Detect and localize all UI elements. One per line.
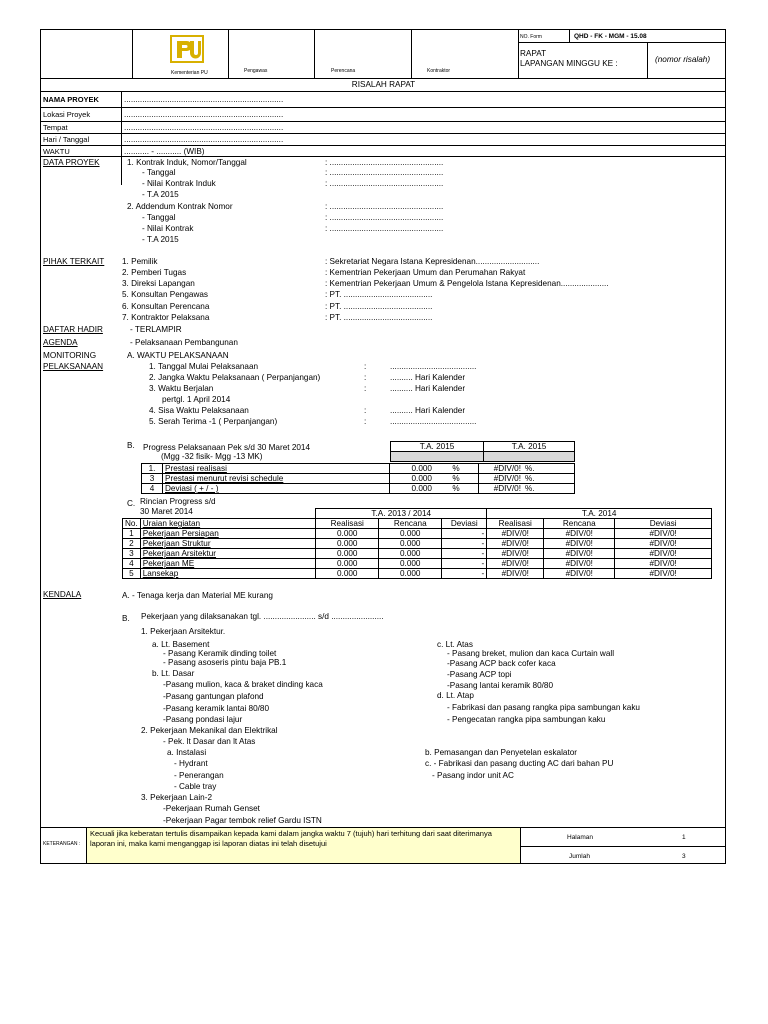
addendum-kontrak: 2. Addendum Kontrak Nomor bbox=[127, 202, 233, 211]
table-cell: #DIV/0! bbox=[544, 539, 615, 549]
row-divider bbox=[41, 91, 726, 92]
rincian-ta1-header: T.A. 2013 / 2014 bbox=[316, 509, 487, 519]
table-cell: #DIV/0! bbox=[487, 559, 544, 569]
table-cell: Prestasi realisasi bbox=[163, 464, 390, 474]
colon: : bbox=[364, 384, 367, 393]
table-cell: #DIV/0! bbox=[487, 539, 544, 549]
kendala-item: -Pasang lantai keramik 80/80 bbox=[447, 681, 554, 690]
data-proyek-label: DATA PROYEK bbox=[43, 158, 100, 167]
addendum-kontrak-value: : .................................................. bbox=[325, 202, 444, 211]
table-cell: 2 bbox=[123, 539, 141, 549]
table-cell: Pekerjaan Arsitektur bbox=[140, 549, 316, 559]
table-cell: Pekerjaan Persiapan bbox=[140, 529, 316, 539]
row-divider bbox=[41, 133, 726, 134]
pihak-pemilik: 1. Pemilik bbox=[122, 257, 158, 266]
kendala-b-label: B. bbox=[122, 614, 130, 623]
progress-col-ta1: T.A. 2015 bbox=[391, 442, 484, 452]
table-row bbox=[142, 484, 575, 494]
kendala-item: - Penerangan bbox=[174, 771, 224, 780]
tempat-label: Tempat bbox=[43, 123, 68, 132]
footer-divider bbox=[521, 846, 726, 847]
daftar-hadir-value: - TERLAMPIR bbox=[130, 325, 182, 334]
table-cell: 0.000 bbox=[316, 539, 379, 549]
waktu-label: WAKTU bbox=[43, 147, 70, 156]
pihak-perencana-value: : PT. ....................................... bbox=[325, 302, 433, 311]
jangka-waktu-value: .......... Hari Kalender bbox=[390, 373, 466, 382]
table-cell: #DIV/0! bbox=[487, 529, 544, 539]
kendala-item: - Pasang asoseris pintu baja PB.1 bbox=[163, 658, 287, 667]
table-cell: % bbox=[434, 484, 479, 494]
header-divider bbox=[569, 30, 570, 42]
rincian-table bbox=[122, 508, 712, 579]
section-title: RISALAH RAPAT bbox=[351, 80, 416, 89]
pekerjaan-arsitektur: 1. Pekerjaan Arsitektur. bbox=[141, 627, 226, 636]
table-cell: #DIV/0! bbox=[544, 569, 615, 579]
table-cell: 0.000 bbox=[379, 529, 442, 539]
rincian-date: 30 Maret 2014 bbox=[140, 507, 193, 516]
nama-proyek-label: NAMA PROYEK bbox=[43, 95, 99, 104]
kendala-item: c. - Fabrikasi dan pasang ducting AC dari bahan PU bbox=[425, 759, 614, 768]
kendala-item: -Pasang keramik lantai 80/80 bbox=[163, 704, 270, 713]
kontrak-induk: 1. Kontrak Induk, Nomor/Tanggal bbox=[127, 158, 247, 167]
waktu-berjalan-date: pertgl. 1 April 2014 bbox=[162, 395, 231, 404]
keterangan-note: Kecuali jika keberatan tertulis disampaikan kepada kami dalam jangka waktu 7 (tujuh) hari terhitung dari saat diterimanya laporan ini, maka kami menganggap isi laporan diatas ini telah disetujui bbox=[86, 827, 521, 864]
colon: : bbox=[364, 362, 367, 371]
document-title: RAPAT bbox=[520, 49, 547, 58]
table-cell: Pekerjaan ME bbox=[140, 559, 316, 569]
table-cell: 4 bbox=[123, 559, 141, 569]
addendum-tanggal-value: : .................................................. bbox=[325, 213, 444, 222]
header-divider bbox=[411, 30, 412, 78]
pihak-kontraktor-value: : PT. ....................................... bbox=[325, 313, 433, 322]
table-cell: % bbox=[434, 474, 479, 484]
table-cell: - bbox=[442, 529, 487, 539]
progress-header-table bbox=[390, 441, 575, 462]
table-cell: 0.000 bbox=[379, 549, 442, 559]
table-row bbox=[142, 474, 575, 484]
nilai-kontrak-induk: - Nilai Kontrak Induk bbox=[142, 179, 216, 188]
lt-atas: c. Lt. Atas bbox=[437, 640, 473, 649]
table-cell: 1. bbox=[142, 464, 163, 474]
kendala-item: - Fabrikasi dan pasang rangka pipa sambungan kaku bbox=[447, 703, 640, 712]
halaman-label: Halaman bbox=[567, 834, 594, 841]
logo-label: Kementerian PU bbox=[171, 70, 208, 76]
perencana-label: Perencana bbox=[331, 68, 356, 74]
table-cell: %. bbox=[523, 484, 575, 494]
table-cell: 0.000 bbox=[390, 474, 435, 484]
kendala-item: -Pasang ACP back cofer kaca bbox=[447, 659, 556, 668]
progress-table bbox=[141, 463, 575, 494]
table-cell: #DIV/0! bbox=[615, 549, 712, 559]
pihak-pengawas-value: : PT. ....................................... bbox=[325, 290, 433, 299]
hari-tanggal-label: Hari / Tanggal bbox=[43, 135, 90, 144]
form-page bbox=[40, 29, 726, 864]
pu-logo-icon bbox=[170, 35, 204, 63]
keterangan-label: KETERANGAN : bbox=[43, 841, 81, 847]
header-divider bbox=[314, 30, 315, 78]
table-cell: 3 bbox=[123, 549, 141, 559]
colon: : bbox=[364, 406, 367, 415]
column-header: Deviasi bbox=[442, 519, 487, 529]
pihak-direksi: 3. Direksi Lapangan bbox=[122, 279, 195, 288]
nilai-kontrak-induk-value: : .................................................. bbox=[325, 179, 444, 188]
lt-atap: d. Lt. Atap bbox=[437, 691, 474, 700]
kendala-b-text: Pekerjaan yang dilaksanakan tgl. ....................... s/d ....................... bbox=[141, 612, 384, 621]
colon: : bbox=[364, 417, 367, 426]
kendala-item: -Pasang gantungan plafond bbox=[163, 692, 264, 701]
table-cell: 0.000 bbox=[379, 539, 442, 549]
risalah-number: (nomor risalah) bbox=[655, 55, 711, 64]
table-row bbox=[123, 569, 712, 579]
lt-basement: a. Lt. Basement bbox=[152, 640, 210, 649]
pihak-pemilik-value: : Sekretariat Negara Istana Kepresidenan............................ bbox=[325, 257, 540, 266]
serah-terima: 5. Serah Terima -1 ( Perpanjangan) bbox=[149, 417, 278, 426]
table-cell: #DIV/0! bbox=[479, 484, 524, 494]
table-row bbox=[123, 559, 712, 569]
kendala-item: - Pek. lt Dasar dan lt Atas bbox=[163, 737, 256, 746]
table-cell: 3 bbox=[142, 474, 163, 484]
table-cell: 5 bbox=[123, 569, 141, 579]
table-cell: #DIV/0! bbox=[615, 529, 712, 539]
jumlah-label: Jumlah bbox=[569, 853, 590, 860]
nama-proyek-value: ...................................................................... bbox=[124, 95, 284, 104]
lokasi-proyek-label: Lokasi Proyek bbox=[43, 110, 91, 119]
pihak-pemberi-tugas: 2. Pemberi Tugas bbox=[122, 268, 187, 277]
column-header: Uraian kegiatan bbox=[140, 519, 316, 529]
table-cell: - bbox=[442, 539, 487, 549]
table-cell: 0.000 bbox=[316, 529, 379, 539]
sisa-waktu: 4. Sisa Waktu Pelaksanaan bbox=[149, 406, 249, 415]
pengawas-label: Pengawas bbox=[244, 68, 268, 74]
table-row bbox=[123, 549, 712, 559]
table-header-row bbox=[123, 519, 712, 529]
table-cell: 0.000 bbox=[379, 559, 442, 569]
table-row bbox=[142, 464, 575, 474]
table-cell: - bbox=[442, 549, 487, 559]
row-divider bbox=[41, 121, 726, 122]
rincian-title: Rincian Progress s/d bbox=[140, 497, 216, 506]
table-cell: Deviasi ( + / - ) bbox=[163, 484, 390, 494]
table-row bbox=[123, 539, 712, 549]
kendala-item: - Pasang indor unit AC bbox=[432, 771, 514, 780]
lokasi-proyek-value: ...................................................................... bbox=[124, 110, 284, 119]
table-cell: #DIV/0! bbox=[615, 569, 712, 579]
table-cell: 0.000 bbox=[316, 559, 379, 569]
kontrak-tanggal-value: : .................................................. bbox=[325, 168, 444, 177]
agenda-label: AGENDA bbox=[43, 338, 78, 347]
table-cell: 4 bbox=[142, 484, 163, 494]
jumlah-value: 3 bbox=[682, 853, 686, 860]
table-row bbox=[123, 509, 712, 519]
rincian-c-label: C. bbox=[127, 499, 136, 508]
colon: : bbox=[364, 373, 367, 382]
document-subtitle: LAPANGAN MINGGU KE : bbox=[520, 59, 618, 68]
kontrak-tanggal: - Tanggal bbox=[142, 168, 176, 177]
ta-2015: - T.A 2015 bbox=[142, 190, 179, 199]
pihak-pemberi-tugas-value: : Kementrian Pekerjaan Umum dan Perumahan Rakyat bbox=[325, 268, 526, 277]
pelaksanaan-label: PELAKSANAAN bbox=[43, 362, 104, 371]
table-cell: Prestasi menurut revisi schedule bbox=[163, 474, 390, 484]
addendum-tanggal: - Tanggal bbox=[142, 213, 176, 222]
header-divider bbox=[518, 30, 519, 78]
nilai-kontrak-value: : .................................................. bbox=[325, 224, 444, 233]
table-cell: Lansekap bbox=[140, 569, 316, 579]
column-header: No. bbox=[123, 519, 141, 529]
kendala-a: A. - Tenaga kerja dan Material ME kurang bbox=[122, 591, 273, 600]
sisa-waktu-value: .......... Hari Kalender bbox=[390, 406, 466, 415]
table-cell: #DIV/0! bbox=[615, 559, 712, 569]
table-cell: 0.000 bbox=[316, 549, 379, 559]
kendala-item: b. Pemasangan dan Penyetelan eskalator bbox=[425, 748, 578, 757]
table-cell: - bbox=[442, 559, 487, 569]
progress-title: Progress Pelaksanaan Pek s/d 30 Maret 2014 bbox=[143, 443, 311, 452]
kendala-item: - Hydrant bbox=[174, 759, 208, 768]
column-header: Rencana bbox=[379, 519, 442, 529]
kendala-item: - Pengecatan rangka pipa sambungan kaku bbox=[447, 715, 606, 724]
table-cell: #DIV/0! bbox=[615, 539, 712, 549]
kendala-item: -Pekerjaan Rumah Genset bbox=[163, 804, 260, 813]
addendum-ta-2015: - T.A 2015 bbox=[142, 235, 179, 244]
kontraktor-label: Kontraktor bbox=[427, 68, 451, 74]
kendala-item: - Cable tray bbox=[174, 782, 217, 791]
hari-tanggal-value: ...................................................................... bbox=[124, 135, 284, 144]
table-cell: #DIV/0! bbox=[479, 464, 524, 474]
table-cell bbox=[140, 509, 316, 519]
label-column-divider bbox=[121, 91, 122, 185]
header-divider bbox=[228, 30, 229, 78]
jangka-waktu: 2. Jangka Waktu Pelaksanaan ( Perpanjangan) bbox=[149, 373, 321, 382]
waktu-berjalan: 3. Waktu Berjalan bbox=[149, 384, 214, 393]
kendala-item: -Pekerjaan Pagar tembok relief Gardu ISTN bbox=[163, 816, 322, 825]
shaded-cell bbox=[391, 452, 484, 462]
column-header: Realisasi bbox=[487, 519, 544, 529]
column-header: Realisasi bbox=[316, 519, 379, 529]
table-cell: 0.000 bbox=[390, 484, 435, 494]
table-cell: 0.000 bbox=[316, 569, 379, 579]
table-cell: 1 bbox=[123, 529, 141, 539]
header-divider bbox=[518, 42, 726, 43]
pekerjaan-me: 2. Pekerjaan Mekanikal dan Elektrikal bbox=[141, 726, 278, 735]
table-cell bbox=[123, 509, 141, 519]
kendala-item: -Pasang mulion, kaca & braket dinding kaca bbox=[163, 680, 323, 689]
form-number: QHD - FK - MGM - 15.08 bbox=[574, 33, 647, 40]
column-header: Deviasi bbox=[615, 519, 712, 529]
waktu-berjalan-value: .......... Hari Kalender bbox=[390, 384, 466, 393]
rincian-ta2-header: T.A. 2014 bbox=[487, 509, 712, 519]
daftar-hadir-label: DAFTAR HADIR bbox=[43, 325, 103, 334]
table-cell: #DIV/0! bbox=[479, 474, 524, 484]
table-cell: - bbox=[442, 569, 487, 579]
agenda-value: - Pelaksanaan Pembangunan bbox=[130, 338, 238, 347]
halaman-value: 1 bbox=[682, 834, 686, 841]
table-cell: #DIV/0! bbox=[544, 529, 615, 539]
table-cell: #DIV/0! bbox=[487, 569, 544, 579]
tanggal-mulai: 1. Tanggal Mulai Pelaksanaan bbox=[149, 362, 259, 371]
pekerjaan-lain: 3. Pekerjaan Lain-2 bbox=[141, 793, 213, 802]
row-divider bbox=[41, 78, 726, 79]
table-cell: #DIV/0! bbox=[487, 549, 544, 559]
monitoring-label: MONITORING bbox=[43, 351, 97, 360]
form-number-label: NO. Form bbox=[520, 34, 542, 40]
row-divider bbox=[41, 156, 726, 157]
nilai-kontrak: - Nilai Kontrak bbox=[142, 224, 194, 233]
table-cell: #DIV/0! bbox=[544, 549, 615, 559]
lt-dasar: b. Lt. Dasar bbox=[152, 669, 195, 678]
progress-col-ta2: T.A. 2015 bbox=[484, 442, 575, 452]
header-divider bbox=[647, 42, 648, 78]
pihak-kontraktor: 7. Kontraktor Pelaksana bbox=[122, 313, 210, 322]
pihak-pengawas: 5. Konsultan Pengawas bbox=[122, 290, 209, 299]
kendala-label: KENDALA bbox=[43, 590, 82, 599]
kendala-item: -Pasang ACP topi bbox=[447, 670, 512, 679]
row-divider bbox=[41, 107, 726, 108]
tanggal-mulai-value: ...................................... bbox=[390, 362, 477, 371]
pihak-terkait-label: PIHAK TERKAIT bbox=[43, 257, 105, 266]
table-cell: 0.000 bbox=[379, 569, 442, 579]
serah-terima-value: ...................................... bbox=[390, 417, 477, 426]
table-cell: #DIV/0! bbox=[544, 559, 615, 569]
kendala-item: - Pasang breket, mulion dan kaca Curtain wall bbox=[447, 649, 615, 658]
waktu-pelaksanaan-heading: A. WAKTU PELAKSANAAN bbox=[127, 351, 229, 360]
kontrak-induk-value: : .................................................. bbox=[325, 158, 444, 167]
column-header: Rencana bbox=[544, 519, 615, 529]
instalasi: a. Instalasi bbox=[167, 748, 207, 757]
table-cell: % bbox=[434, 464, 479, 474]
row-divider bbox=[41, 145, 726, 146]
progress-b-label: B. bbox=[127, 441, 135, 450]
table-cell: %. bbox=[523, 474, 575, 484]
progress-subtitle: (Mgg -32 fisik- Mgg -13 MK) bbox=[161, 452, 263, 461]
waktu-value: ........... - ........... (WIB) bbox=[124, 147, 205, 156]
shaded-cell bbox=[484, 452, 575, 462]
table-cell: %. bbox=[523, 464, 575, 474]
pihak-perencana: 6. Konsultan Perencana bbox=[122, 302, 210, 311]
header-divider bbox=[132, 30, 133, 78]
pihak-direksi-value: : Kementrian Pekerjaan Umum & Pengelola Istana Kepresidenan..................... bbox=[325, 279, 609, 288]
tempat-value: ...................................................................... bbox=[124, 123, 284, 132]
table-cell: Pekerjaan Struktur bbox=[140, 539, 316, 549]
table-row bbox=[123, 529, 712, 539]
kendala-item: - Pasang Keramik dinding toilet bbox=[163, 649, 277, 658]
table-cell: 0.000 bbox=[390, 464, 435, 474]
kendala-item: -Pasang pondasi lajur bbox=[163, 715, 243, 724]
